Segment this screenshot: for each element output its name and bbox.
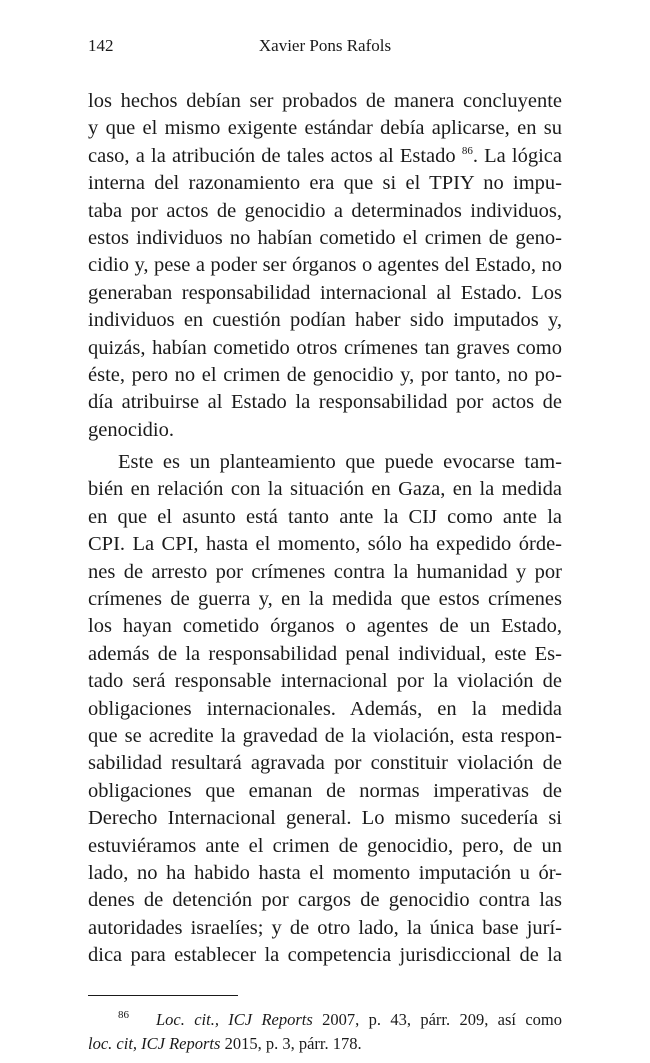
text-line: sabilidad resultará agravada por constituir violación de — [88, 752, 562, 775]
text-line: que se acredite la gravedad de la violación, esta respon- — [88, 724, 562, 747]
paragraph-1 — [88, 88, 562, 444]
footnote-reference[interactable]: 86 — [461, 144, 473, 157]
text-line: bién en relación con la situación en Gaza, en la medida — [88, 478, 562, 501]
text-segment: . La lógica — [472, 144, 563, 167]
text-line-with-footnote-ref — [88, 143, 562, 170]
book-page — [88, 36, 562, 1056]
text-line: estos individuos no habían cometido el crimen de geno- — [88, 226, 562, 249]
footnote-line — [88, 1032, 562, 1056]
text-line: denes de detención por cargos de genocidio contra las — [88, 889, 562, 912]
text-line: generaban responsabilidad internacional al Estado. Los — [88, 281, 562, 304]
main-text — [88, 88, 562, 970]
text-line: obligaciones que emanan de normas imperativas de — [88, 779, 562, 802]
text-line: quizás, habían cometido otros crímenes tan graves como — [88, 336, 562, 359]
text-line: tado será responsable internacional por la violación de — [88, 670, 562, 693]
text-line: CPI. La CPI, hasta el momento, sólo ha expedido órde- — [88, 533, 562, 556]
text-line: además de la responsabilidad penal individual, este Es- — [88, 642, 562, 665]
text-line: nes de arresto por crímenes contra la humanidad y por — [88, 560, 562, 583]
text-line: los hechos debían ser probados de manera concluyente — [88, 90, 562, 112]
text-line: Este es un planteamiento que puede evocarse tam- — [118, 451, 562, 474]
text-line: en que el asunto está tanto ante la CIJ como ante la — [88, 505, 562, 528]
paragraph-2 — [88, 449, 562, 969]
text-line: y que el mismo exigente estándar debía aplicarse, en su — [88, 117, 562, 140]
page-number: 142 — [88, 36, 114, 55]
footnote-86 — [88, 1008, 562, 1056]
footnote-line: 86 Loc. cit., ICJ Reports 2007, p. 43, párr. 209, así como — [118, 1009, 562, 1029]
running-head-author: Xavier Pons Rafols — [258, 36, 392, 55]
running-head — [88, 36, 562, 60]
text-line: los hayan cometido órganos o agentes de un Estado, — [88, 615, 562, 638]
footnote-separator — [88, 995, 238, 996]
text-line: éste, pero no el crimen de genocidio y, por tanto, no po- — [88, 363, 562, 386]
text-line: taba por actos de genocidio a determinados individuos, — [88, 199, 562, 222]
text-line: interna del razonamiento era que si el TPIY no impu- — [88, 172, 562, 195]
citation-italic: Loc. cit., ICJ Reports — [156, 1009, 313, 1029]
text-line: autoridades israelíes; y de otro lado, la única base jurí- — [88, 916, 562, 939]
text-line: día atribuirse al Estado la responsabilidad por actos de — [88, 391, 562, 414]
text-line: genocidio. — [88, 418, 174, 441]
text-line: Derecho Internacional general. Lo mismo sucedería si — [88, 807, 562, 830]
citation-text: 2015, p. 3, párr. 178. — [220, 1033, 362, 1053]
text-line: estuviéramos ante el crimen de genocidio, pero, de un — [88, 834, 562, 857]
text-line: obligaciones internacionales. Además, en la medida — [88, 697, 562, 720]
text-line: crímenes de guerra y, en la medida que estos crímenes — [88, 588, 562, 611]
text-line: individuos en cuestión podían haber sido imputados y, — [88, 309, 562, 332]
text-line: cidio y, pese a poder ser órganos o agentes del Estado, no — [88, 254, 562, 277]
citation-text: 2007, p. 43, párr. 209, así como — [312, 1009, 562, 1029]
citation-italic: loc. cit, ICJ Reports — [88, 1033, 221, 1053]
text-line: dica para establecer la competencia jurisdiccional de la — [88, 944, 562, 967]
text-segment: caso, a la atribución de tales actos al Estado — [88, 144, 456, 167]
text-line: lado, no ha habido hasta el momento imputación u ór- — [88, 861, 562, 884]
